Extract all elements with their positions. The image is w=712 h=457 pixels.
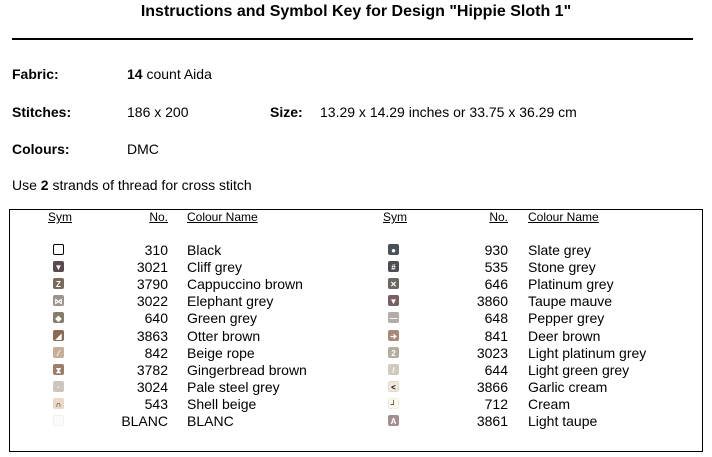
size-value: 13.29 x 14.29 inches or 33.75 x 36.29 cm	[320, 104, 577, 120]
left-colour-number: 3782	[136, 361, 168, 378]
left-colour-number: BLANC	[121, 413, 168, 429]
right-symbol-corner-bracket-icon: ┘	[388, 398, 399, 409]
left-colour-number: 3790	[136, 276, 168, 293]
right-colour-number: 648	[484, 310, 508, 327]
left-symbol-letter-z-icon: Z	[53, 278, 64, 289]
left-symbol-corner-triangle-icon: ◢	[53, 330, 64, 341]
right-colour-number: 930	[484, 242, 508, 258]
left-colour-name: Gingerbread brown	[187, 361, 307, 378]
left-colour-number: 3024	[136, 378, 168, 395]
right-header-name: Colour Name	[528, 210, 599, 224]
stitches-label: Stitches:	[12, 104, 72, 120]
page-title: Instructions and Symbol Key for Design "Hippie Sloth 1"	[140, 3, 572, 20]
left-colour-number: 3021	[136, 259, 168, 276]
right-colour-name: Stone grey	[528, 259, 596, 276]
right-symbol-down-triangle-icon: ▼	[389, 297, 398, 307]
left-symbol-slash-icon: ⁄	[53, 347, 64, 358]
strands-count: 2	[40, 177, 49, 193]
left-symbol-diamond-icon: ◆	[53, 312, 64, 323]
left-colour-name: Green grey	[187, 310, 258, 327]
right-header-no: No.	[489, 210, 508, 224]
right-colour-name: Light green grey	[528, 361, 630, 378]
left-header-no: No.	[149, 210, 168, 224]
right-symbol-arrow-right-icon: ➔	[388, 330, 399, 341]
fabric-label: Fabric:	[12, 66, 59, 82]
left-colour-name: Shell beige	[187, 395, 257, 412]
left-colour-name: BLANC	[187, 413, 234, 429]
right-colour-name: Taupe mauve	[528, 293, 613, 310]
right-colour-number: 535	[484, 259, 508, 276]
fabric-type: count Aida	[142, 66, 212, 82]
strands-post: strands of thread for cross stitch	[48, 177, 252, 193]
left-symbol-arch-icon: ∩	[53, 398, 64, 409]
left-colour-number: 310	[144, 242, 168, 258]
left-header-name: Colour Name	[187, 210, 258, 224]
left-colour-number: 3022	[136, 293, 168, 310]
left-colour-number: 543	[144, 395, 168, 412]
right-symbol-letter-a-icon: A	[388, 415, 399, 426]
right-colour-number: 712	[484, 395, 508, 412]
right-colour-number: 3023	[476, 344, 508, 361]
strands-pre: Use	[12, 177, 41, 193]
fabric-value	[127, 66, 212, 82]
right-colour-number: 646	[484, 276, 508, 293]
right-colour-name: Cream	[528, 395, 571, 412]
left-colour-name: Pale steel grey	[187, 378, 280, 395]
right-colour-name: Deer brown	[528, 327, 601, 344]
right-symbol-digit-two-icon: 2	[388, 347, 399, 358]
right-colour-number: 3861	[476, 413, 508, 429]
right-symbol-circle-icon: ●	[388, 244, 399, 255]
right-symbol-hash-icon: #	[388, 261, 399, 272]
right-colour-number: 3866	[476, 378, 508, 395]
right-symbol-dash-icon: —	[389, 314, 398, 324]
right-symbol-x-icon: ✕	[388, 278, 399, 289]
left-symbol-square-outline-icon	[53, 244, 64, 255]
left-colour-number: 640	[144, 310, 168, 327]
right-colour-number: 841	[484, 327, 508, 344]
left-symbol-hourglass-icon: ⧗	[53, 364, 64, 375]
right-colour-name: Light platinum grey	[528, 344, 647, 361]
fabric-count: 14	[127, 66, 143, 82]
left-symbol-dot-icon: ·	[53, 381, 64, 392]
right-colour-name: Garlic cream	[528, 378, 608, 395]
left-colour-name: Cliff grey	[187, 259, 242, 276]
right-colour-name: Light taupe	[528, 413, 598, 429]
left-header-sym: Sym	[48, 210, 72, 224]
left-colour-name: Beige rope	[187, 344, 255, 361]
left-colour-number: 3863	[136, 327, 168, 344]
colours-label: Colours:	[12, 141, 70, 157]
left-colour-name: Black	[187, 242, 222, 258]
right-colour-name: Pepper grey	[528, 310, 605, 327]
title-divider	[12, 38, 693, 40]
right-symbol-slash-icon: /	[388, 364, 399, 375]
left-symbol-bowtie-icon: ⋈	[54, 297, 63, 307]
left-colour-name: Elephant grey	[187, 293, 274, 310]
right-symbol-less-than-icon: <	[388, 381, 399, 392]
left-symbol-blank-icon	[53, 415, 64, 426]
left-colour-name: Cappuccino brown	[187, 276, 303, 293]
right-colour-number: 644	[484, 361, 508, 378]
right-colour-name: Platinum grey	[528, 276, 614, 293]
strands-instruction	[12, 177, 252, 193]
colours-value: DMC	[127, 141, 159, 157]
right-colour-name: Slate grey	[528, 242, 592, 258]
left-symbol-down-triangle-icon: ▼	[54, 263, 63, 273]
size-label: Size:	[270, 104, 303, 120]
right-colour-number: 3860	[476, 293, 508, 310]
stitches-value: 186 x 200	[127, 104, 189, 120]
right-header-sym: Sym	[383, 210, 407, 224]
left-colour-name: Otter brown	[187, 327, 261, 344]
left-colour-number: 842	[144, 344, 168, 361]
